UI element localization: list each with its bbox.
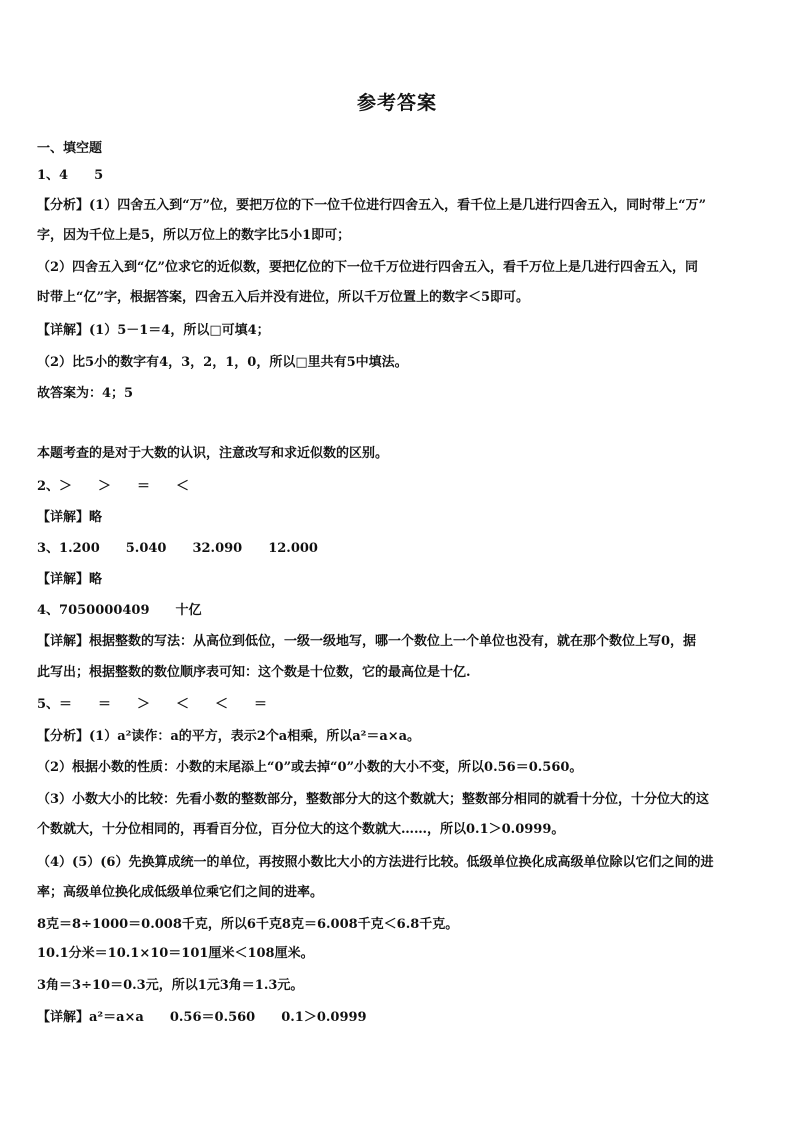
q5-analysis-line: 个数就大，十分位相同的，再看百分位，百分位大的这个数就大……，所以0.1＞0.0999。 — [37, 822, 565, 837]
q4-answer: 4、7050000409 十亿 — [37, 603, 202, 618]
q5-calc-line: 8克＝8÷1000＝0.008千克，所以6千克8克＝6.008千克＜6.8千克。 — [37, 917, 459, 932]
q1-analysis-line: 【分析】(1）四舍五入到“万”位，要把万位的下一位千位进行四舍五入，看千位上是几进行四舍五入，同时带上“万” — [37, 198, 707, 213]
section-heading: 一、填空题 — [37, 141, 103, 156]
q1-note: 本题考查的是对于大数的认识，注意改写和求近似数的区别。 — [37, 446, 389, 461]
q5-calc-line: 10.1分米＝10.1×10＝101厘米＜108厘米。 — [37, 946, 314, 961]
q4-detail-line: 【详解】根据整数的写法：从高位到低位，一级一级地写，哪一个数位上一个单位也没有，就在那个数位上写0，据 — [37, 634, 697, 649]
page-title: 参考答案 — [356, 92, 437, 114]
q5-answer: 5、＝ ＝ ＞ ＜ ＜ ＝ — [37, 697, 268, 712]
q3-detail: 【详解】略 — [37, 572, 103, 587]
q5-analysis-line: 率；高级单位换化成低级单位乘它们之间的进率。 — [37, 885, 324, 900]
q2-answer: 2、＞ ＞ ＝ ＜ — [37, 479, 190, 494]
q2-detail: 【详解】略 — [37, 510, 103, 525]
q5-analysis-line: （2）根据小数的性质：小数的末尾添上“0”或去掉“0”小数的大小不变，所以0.56＝0.560。 — [37, 760, 583, 775]
q1-final-answer: 故答案为：4；5 — [37, 386, 134, 401]
q1-analysis-line: 字，因为千位上是5，所以万位上的数字比5小1即可； — [37, 228, 351, 243]
q5-analysis-line: 【分析】(1）a²读作：a的平方，表示2个a相乘，所以a²＝a×a。 — [37, 729, 421, 744]
q1-answer: 1、4 5 — [37, 168, 104, 183]
q3-answer: 3、1.200 5.040 32.090 12.000 — [37, 541, 318, 556]
q5-analysis-line: （3）小数大小的比较：先看小数的整数部分，整数部分大的这个数就大；整数部分相同的就看十分位，十分位大的这 — [37, 792, 710, 807]
q1-detail-line: 【详解】(1）5－1＝4，所以□可填4； — [37, 323, 270, 338]
q1-detail-line: （2）比5小的数字有4，3，2，1，0，所以□里共有5中填法。 — [37, 355, 408, 370]
q1-analysis-line: （2）四舍五入到“亿”位求它的近似数，要把亿位的下一位千万位进行四舍五入，看千万位上是几进行四舍五入，同 — [37, 260, 699, 275]
q1-analysis-line: 时带上“亿”字，根据答案，四舍五入后并没有进位，所以千万位置上的数字＜5即可。 — [37, 290, 530, 305]
q4-detail-line: 此写出；根据整数的数位顺序表可知：这个数是十位数，它的最高位是十亿. — [37, 665, 471, 680]
q5-analysis-line: （4）(5）(6）先换算成统一的单位，再按照小数比大小的方法进行比较。低级单位换化成高级单位除以它们之间的进 — [37, 855, 714, 870]
q5-calc-line: 3角＝3÷10＝0.3元，所以1元3角＝1.3元。 — [37, 978, 304, 993]
q5-detail: 【详解】a²＝a×a 0.56＝0.560 0.1＞0.0999 — [37, 1010, 367, 1025]
